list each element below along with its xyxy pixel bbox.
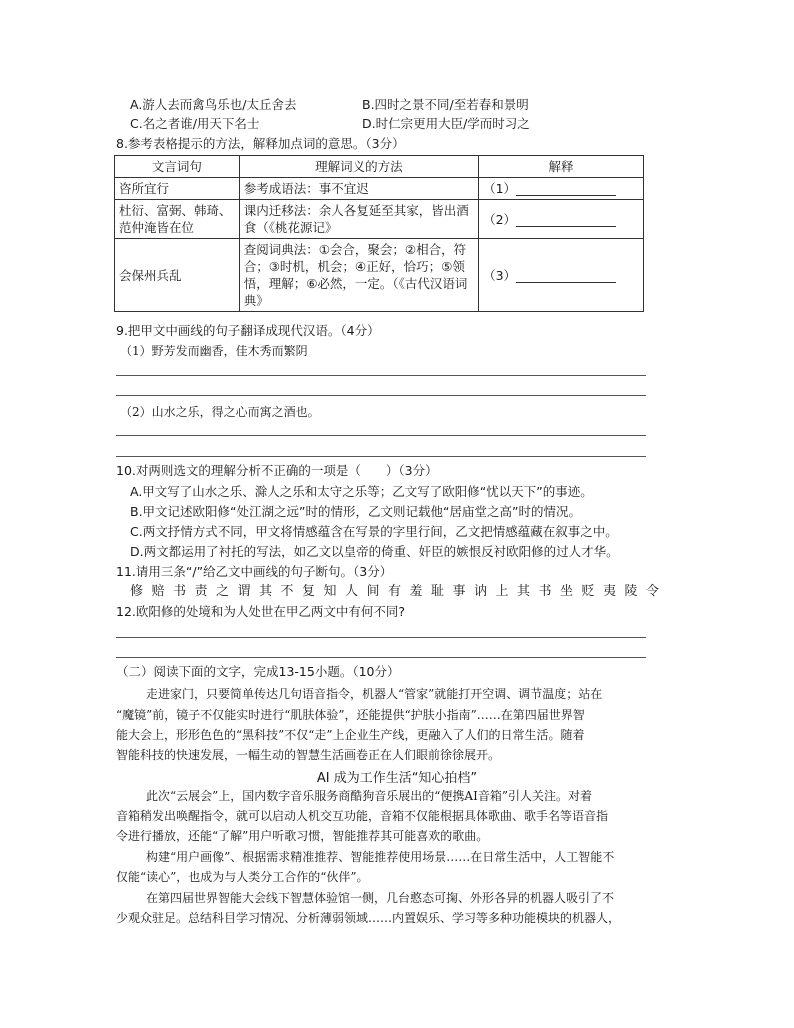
q11-prompt: 11.请用三条“/”给乙文中画线的句子断句。（3分） [116, 564, 393, 579]
q7-option-d: D.时仁宗更用大臣/学而时习之 [362, 116, 530, 131]
p2-line-2: 仅能“读心”，也成为与人类分工合作的“伙伴”。 [116, 870, 369, 884]
q7-option-a: A.游人去而禽鸟乐也/太丘舍去 [130, 97, 297, 112]
q7-option-c: C.名之者谁/用天下名士 [130, 116, 260, 131]
answer-blank-1[interactable] [516, 183, 616, 196]
p2-line-1: 构建“用户画像”、根据需求精准推荐、智能推荐使用场景……在日常生活中，人工智能不 [146, 850, 615, 864]
p3-line-2: 少观众驻足。总结科目学习情况、分析薄弱领域……内置娱乐、学习等多种功能模块的机器人， [116, 911, 621, 925]
q9-sentence-1: （1）野芳发而幽香，佳木秀而繁阴 [120, 344, 308, 358]
q10-option-a: A.甲文写了山水之乐、滁人之乐和太守之乐等；乙文写了欧阳修“忧以天下”的事迹。 [130, 484, 593, 499]
answer-line[interactable] [116, 395, 646, 396]
row3-phrase: 会保州兵乱 [115, 239, 240, 312]
row2-answer-label: （2） [483, 211, 517, 227]
table-row [115, 200, 644, 239]
p1-line-2: 音箱稍发出唤醒指令，就可以启动人机交互功能，音箱不仅能根据具体歌曲、歌手名等语音指 [116, 809, 609, 823]
q10-option-b: B.甲文记述欧阳修“处江湖之远”时的情形，乙文则记载他“居庙堂之高”时的情况。 [130, 504, 581, 519]
row2-answer-cell[interactable] [479, 200, 644, 239]
answer-line[interactable] [116, 375, 646, 376]
header-phrase: 文言词句 [115, 156, 240, 178]
answer-line[interactable] [116, 657, 646, 658]
table-row [115, 239, 644, 312]
row1-phrase: 咨所宜行 [115, 178, 240, 200]
row1-method: 参考成语法：事不宜迟 [239, 178, 478, 200]
header-answer: 解释 [479, 156, 644, 178]
q12-prompt: 12.欧阳修的处境和为人处世在甲乙两文中有何不同? [116, 604, 406, 619]
p3-line-1: 在第四届世界智能大会线下智慧体验馆一侧，几台憨态可掬、外形各异的机器人吸引了不 [146, 891, 615, 905]
q10-prompt: 10.对两则选文的理解分析不正确的一项是（ ）（3分） [116, 463, 438, 478]
table-row [115, 178, 644, 200]
answer-blank-2[interactable] [516, 214, 616, 227]
q10-option-d: D.两文都运用了衬托的写法，如乙文以皇帝的倚重、奸臣的嫉恨反衬欧阳修的过人才华。 [130, 544, 619, 559]
article-subtitle: AI 成为工作生活“知心拍档” [316, 771, 478, 786]
answer-blank-3[interactable] [516, 270, 616, 283]
row3-answer-cell[interactable] [479, 239, 644, 312]
answer-line[interactable] [116, 435, 646, 436]
row2-method: 课内迁移法：余人各复延至其家，皆出酒食（《桃花源记》 [239, 200, 478, 239]
intro-line-2: “魔镜”前，镜子不仅能实时进行“肌肤体验”，还能提供“护肤小指南”……在第四届世界智 [116, 708, 585, 722]
row3-method: 查阅词典法：①会合，聚会；②相合，符合；③时机，机会；④正好，恰巧；⑤领悟，理解；⑥必然，一定。（《古代汉语词典》 [239, 239, 478, 312]
row1-answer-label: （1） [483, 181, 517, 196]
q9-prompt: 9.把甲文中画线的句子翻译成现代汉语。（4分） [116, 323, 380, 338]
p1-line-3: 令进行播放，还能“了解”用户听歌习惯，智能推荐其可能喜欢的歌曲。 [116, 829, 489, 843]
row3-answer-label: （3） [483, 267, 517, 283]
q8-prompt: 8.参考表格提示的方法，解释加点词的意思。（3分） [116, 136, 405, 151]
answer-line[interactable] [116, 456, 646, 457]
q8-table [114, 155, 644, 312]
row2-phrase: 杜衍、富弼、韩琦、范仲淹皆在位 [115, 200, 240, 239]
q10-option-c: C.两文抒情方式不同，甲文将情感蕴含在写景的字里行间，乙文把情感蕴藏在叙事之中。 [130, 524, 618, 539]
intro-line-4: 智能科技的快速发展，一幅生动的智慧生活画卷正在人们眼前徐徐展开。 [116, 748, 501, 762]
table-header-row [115, 156, 644, 178]
intro-line-1: 走进家门，只要简单传达几句语音指令，机器人“管家”就能打开空调、调节温度；站在 [146, 687, 603, 701]
p1-line-1: 此次“云展会”上，国内数字音乐服务商酷狗音乐展出的“便携AI音箱”引人关注。对着 [146, 789, 592, 803]
intro-line-3: 能大会上，形形色色的“黑科技”不仅“走”上企业生产线，更融入了人们的日常生活。随着 [116, 728, 585, 742]
q7-option-b: B.四时之景不同/至若春和景明 [362, 97, 529, 112]
part2-heading: （二）阅读下面的文字，完成13-15小题。（10分） [116, 664, 400, 679]
header-method: 理解词义的方法 [239, 156, 478, 178]
q9-sentence-2: （2）山水之乐，得之心而寓之酒也。 [120, 405, 320, 419]
row1-answer-cell[interactable] [479, 178, 644, 200]
answer-line[interactable] [116, 637, 646, 638]
q11-sentence: 修赔书责之谓其不复知人间有羞耻事讷上其书坐贬夷陵令 [130, 584, 668, 599]
